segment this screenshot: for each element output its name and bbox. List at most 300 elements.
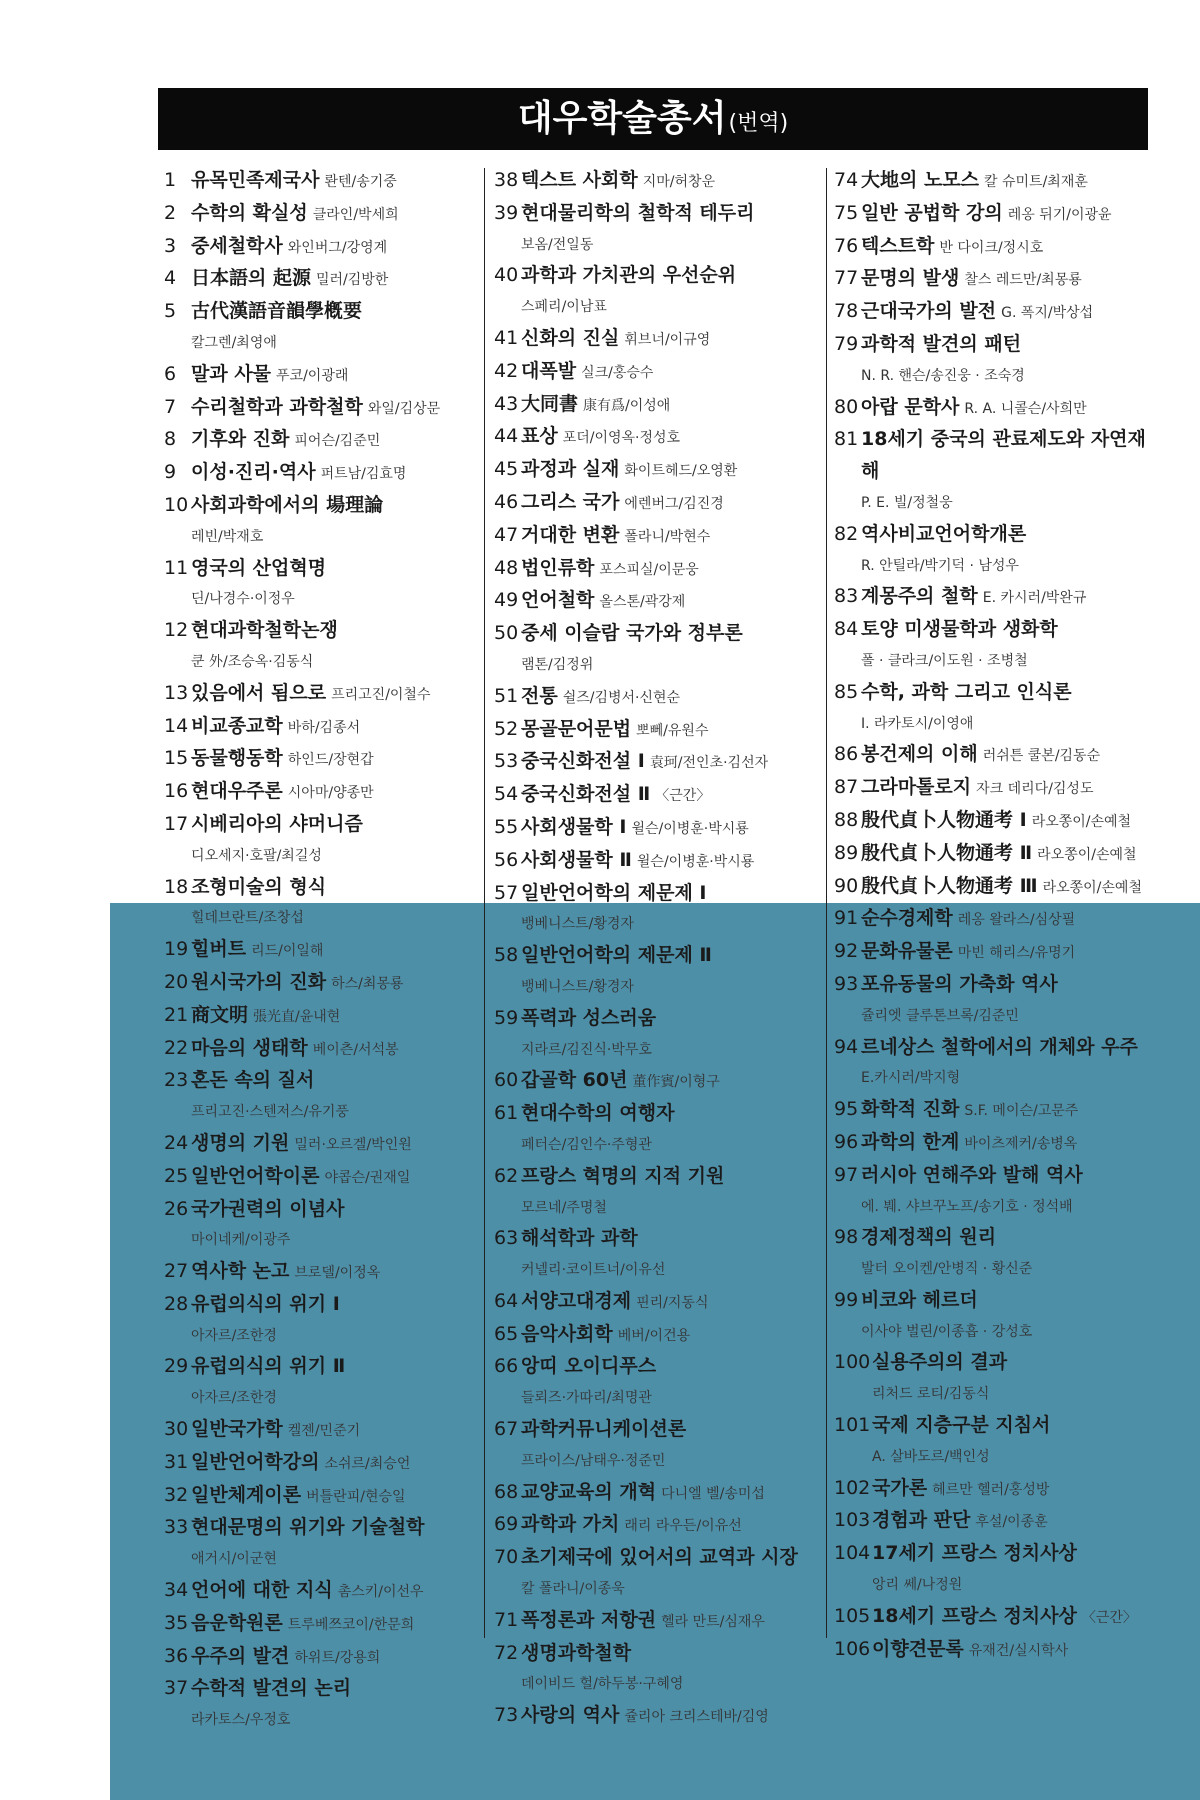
book-number: 56 (494, 848, 519, 871)
book-title: 유럽의식의 위기 Ⅰ (191, 1292, 340, 1315)
book-entry (164, 934, 474, 967)
book-number: 49 (494, 589, 519, 612)
book-author-translator: 〈근간〉 (1081, 1609, 1137, 1626)
book-author-translator: 아자르/조한경 (191, 1390, 277, 1407)
book-entry (164, 553, 474, 616)
book-author-translator: A. 살바도르/백인성 (872, 1448, 990, 1465)
book-title: 르네상스 철학에서의 개체와 우주 (861, 1035, 1138, 1058)
book-entry (164, 1575, 474, 1608)
book-title: 봉건제의 이해 (861, 743, 978, 766)
book-author-translator: 리처드 로티/김동식 (872, 1386, 990, 1403)
book-title: 日本語의 起源 (191, 267, 311, 290)
book-author-translator: 칼그렌/최영애 (191, 334, 277, 351)
book-entry (834, 1032, 1164, 1095)
book-author-translator: 하인드/장현갑 (287, 752, 374, 769)
book-title: 있음에서 됨으로 (191, 681, 327, 704)
book-entry (494, 198, 824, 261)
book-number: 9 (164, 461, 177, 484)
book-title: 기후와 진화 (191, 428, 290, 451)
book-entry (164, 263, 474, 296)
book-number: 48 (494, 556, 519, 579)
book-entry (834, 1634, 1164, 1667)
book-author-translator: 윌슨/이병훈·박시룡 (631, 820, 749, 837)
book-author-translator: 쿤 外/조승옥·김동식 (191, 653, 314, 670)
book-author-translator: 데이비드 헐/하두봉·구혜영 (521, 1676, 684, 1693)
book-entry (494, 812, 824, 845)
book-number: 26 (164, 1197, 189, 1220)
book-title: 말과 사물 (191, 362, 272, 385)
book-entry (834, 739, 1164, 772)
book-title: 계몽주의 철학 (861, 585, 978, 608)
book-entry (164, 1256, 474, 1289)
book-author-translator: 폴라니/박현수 (624, 528, 711, 545)
book-number: 39 (494, 201, 519, 224)
book-number: 18 (164, 875, 189, 898)
book-entry (834, 581, 1164, 614)
book-author-translator: 베버/이건용 (617, 1327, 691, 1344)
book-number: 87 (834, 776, 859, 799)
book-author-translator: 바하/김종서 (287, 719, 361, 736)
book-number: 44 (494, 425, 519, 448)
book-entry (164, 1641, 474, 1674)
book-title: 서양고대경제 (521, 1289, 632, 1312)
book-entry (834, 871, 1164, 904)
book-author-translator: 아자르/조한경 (191, 1327, 277, 1344)
book-title: 과학과 가치 (521, 1513, 620, 1536)
book-title: 거대한 변환 (521, 523, 620, 546)
book-author-translator: 마빈 해리스/유명기 (957, 945, 1076, 962)
book-entry (494, 940, 824, 1003)
book-entry (494, 1161, 824, 1224)
book-author-translator: 모르네/주명철 (521, 1199, 607, 1216)
book-number: 89 (834, 841, 859, 864)
book-title: 국제 지층구분 지침서 (872, 1414, 1051, 1437)
book-entry (834, 805, 1164, 838)
book-title: 일반언어학강의 (191, 1450, 320, 1473)
book-number: 42 (494, 359, 519, 382)
book-number: 82 (834, 522, 859, 545)
book-number: 20 (164, 970, 189, 993)
book-entry (834, 1160, 1164, 1223)
book-entry (164, 809, 474, 872)
book-number: 3 (164, 234, 177, 257)
book-title: 포유동물의 가축화 역사 (861, 972, 1058, 995)
book-number: 58 (494, 944, 519, 967)
book-number: 55 (494, 815, 519, 838)
book-title: 텍스트 사회학 (521, 169, 638, 191)
book-entry (164, 198, 474, 231)
book-number: 81 (834, 428, 859, 451)
book-number: 101 (834, 1414, 871, 1437)
book-entry (164, 678, 474, 711)
book-author-translator: N. R. 핸슨/송진웅 · 조숙경 (861, 367, 1025, 384)
book-title: 현대과학철학논쟁 (191, 619, 338, 642)
book-title: 비코와 헤르더 (861, 1288, 978, 1311)
book-number: 14 (164, 714, 189, 737)
book-author-translator: 폴 · 클라크/이도원 · 조병철 (861, 652, 1028, 669)
book-author-translator: 레빈/박재호 (191, 528, 264, 545)
book-entry (834, 296, 1164, 329)
book-title: 유럽의식의 위기 Ⅱ (191, 1355, 346, 1378)
book-author-translator: 와인버그/강영계 (287, 239, 388, 256)
book-number: 84 (834, 618, 859, 641)
book-number: 37 (164, 1677, 189, 1700)
series-header (158, 88, 1148, 150)
book-entry (494, 1286, 824, 1319)
book-title: 토양 미생물학과 생화학 (861, 618, 1058, 641)
book-entry (834, 1347, 1164, 1410)
book-author-translator: 라오쫑이/손예철 (1042, 879, 1142, 896)
book-entry (834, 936, 1164, 969)
book-author-translator: 스페리/이남표 (521, 299, 607, 316)
book-number: 5 (164, 300, 177, 323)
book-author-translator: G. 폭지/박상섭 (1001, 305, 1094, 322)
book-number: 60 (494, 1069, 519, 1092)
book-entry (834, 969, 1164, 1032)
book-number: 25 (164, 1164, 189, 1187)
book-title: 중세 이슬람 국가와 정부론 (521, 622, 743, 645)
book-entry (494, 585, 824, 618)
book-title: 일반언어학이론 (191, 1164, 320, 1187)
book-title: 18세기 프랑스 정치사상 (872, 1604, 1077, 1627)
book-number: 106 (834, 1637, 871, 1660)
book-entry (834, 198, 1164, 231)
book-entry (494, 165, 824, 198)
book-title: 이성·진리·역사 (191, 461, 316, 484)
book-number: 6 (164, 362, 177, 385)
book-entry (834, 329, 1164, 392)
book-author-translator: 다니엘 벨/송미섭 (661, 1485, 765, 1502)
book-entry (494, 520, 824, 553)
book-title: 역사비교언어학개론 (861, 522, 1027, 545)
book-entry (834, 424, 1164, 518)
book-author-translator: 발터 오이켄/안병직 · 황신준 (861, 1261, 1033, 1278)
book-author-translator: 디오세지·호팔/최길성 (191, 847, 322, 864)
book-title: 중국신화전설 Ⅱ (521, 783, 651, 806)
book-title: 법인류학 (521, 556, 595, 579)
book-author-translator: 애거시/이군현 (191, 1551, 277, 1568)
book-entry (164, 359, 474, 392)
book-number: 100 (834, 1351, 871, 1374)
book-entry (834, 1285, 1164, 1348)
book-number: 90 (834, 874, 859, 897)
book-title: 마음의 생태학 (191, 1036, 308, 1059)
book-title: 대폭발 (521, 359, 577, 382)
book-author-translator: 에렌버그/김진경 (624, 495, 724, 512)
book-number: 97 (834, 1163, 859, 1186)
book-title: 국가권력의 이념사 (191, 1197, 345, 1220)
book-author-translator: E. 카시러/박완규 (982, 590, 1087, 607)
book-number: 38 (494, 169, 519, 191)
book-title: 음운학원론 (191, 1611, 283, 1634)
book-number: 75 (834, 201, 859, 224)
book-title: 역사학 논고 (191, 1260, 290, 1283)
book-title: 생명의 기원 (191, 1131, 290, 1154)
book-entry (164, 743, 474, 776)
book-entry (164, 1033, 474, 1066)
book-number: 35 (164, 1611, 189, 1634)
book-author-translator: 올스톤/곽강제 (599, 594, 686, 611)
book-author-translator: 쥴리엣 클루톤브록/김준민 (861, 1007, 1019, 1024)
book-entry (164, 165, 474, 198)
book-author-translator: 이사야 벌린/이종흡 · 강성호 (861, 1323, 1033, 1340)
book-number: 92 (834, 940, 859, 963)
book-author-translator: 〈근간〉 (655, 788, 711, 805)
series-title: 대우학술총서 (517, 98, 727, 139)
book-entry (164, 776, 474, 809)
book-author-translator: 실크/홍승수 (581, 364, 654, 381)
book-number: 96 (834, 1130, 859, 1153)
book-author-translator: 촘스키/이선우 (337, 1584, 424, 1601)
book-entry (494, 1414, 824, 1477)
book-author-translator: 러쉬튼 쿨본/김동순 (982, 748, 1101, 765)
book-number: 62 (494, 1164, 519, 1187)
book-number: 80 (834, 395, 859, 418)
book-title: 표상 (521, 425, 558, 448)
book-number: 11 (164, 556, 189, 579)
book-number: 85 (834, 680, 859, 703)
book-entry (164, 392, 474, 425)
book-title: 언어철학 (521, 589, 595, 612)
book-number: 45 (494, 458, 519, 481)
book-entry (164, 457, 474, 490)
book-entry (164, 424, 474, 457)
book-entry (164, 711, 474, 744)
book-number: 68 (494, 1480, 519, 1503)
book-author-translator: 푸코/이광래 (276, 367, 349, 384)
book-entry (494, 1638, 824, 1701)
book-number: 4 (164, 267, 177, 290)
book-author-translator: 에. 붸. 샤브꾸노프/송기호 · 정석배 (861, 1198, 1073, 1215)
book-title: 비교종교학 (191, 714, 283, 737)
book-title: 폭정론과 저항권 (521, 1608, 657, 1631)
book-author-translator: 보옴/전일동 (521, 236, 594, 253)
book-number: 12 (164, 619, 189, 642)
book-author-translator: 레옹 뒤기/이광윤 (1007, 206, 1112, 223)
book-author-translator: 칼 폴라니/이종욱 (521, 1581, 625, 1598)
book-entry (834, 1410, 1164, 1473)
book-title: 사회생물학 Ⅰ (521, 815, 627, 838)
book-title: 그라마톨로지 (861, 776, 972, 799)
book-author-translator: 브로델/이정옥 (294, 1265, 381, 1282)
book-title: 일반체계이론 (191, 1483, 302, 1506)
book-entry (834, 772, 1164, 805)
book-number: 13 (164, 681, 189, 704)
book-title: 갑골학 60년 (521, 1069, 628, 1092)
book-number: 83 (834, 585, 859, 608)
book-number: 64 (494, 1289, 519, 1312)
book-entry (164, 231, 474, 264)
book-author-translator: 레옹 왈라스/심상필 (957, 912, 1076, 929)
book-number: 94 (834, 1035, 859, 1058)
book-title: 신화의 진실 (521, 326, 620, 349)
book-title: 현대수학의 여행자 (521, 1102, 675, 1125)
book-author-translator: 페터슨/김인수·주형관 (521, 1136, 652, 1153)
book-title: 아랍 문학사 (861, 395, 960, 418)
book-entry (494, 746, 824, 779)
book-number: 32 (164, 1483, 189, 1506)
book-number: 47 (494, 523, 519, 546)
book-entry (494, 1003, 824, 1066)
book-title: 일반국가학 (191, 1418, 283, 1441)
book-number: 78 (834, 300, 859, 323)
book-title: 사랑의 역사 (521, 1704, 620, 1727)
book-entry (164, 490, 474, 553)
book-author-translator: 밀러·오르겔/박인원 (294, 1136, 412, 1153)
book-author-translator: 칼 슈미트/최재훈 (984, 174, 1088, 190)
book-author-translator: 프리고진/이철수 (331, 686, 431, 703)
book-title: 商文明 (191, 1003, 249, 1026)
book-author-translator: 뱅베니스트/황경자 (521, 916, 634, 933)
book-entry (494, 1098, 824, 1161)
book-author-translator: 헤르만 헬러/홍성방 (932, 1481, 1050, 1498)
book-entry (494, 845, 824, 878)
book-author-translator: 뽀뻬/유원수 (636, 722, 709, 739)
book-number: 95 (834, 1098, 859, 1121)
book-author-translator: 하위트/강용희 (294, 1649, 381, 1666)
book-author-translator: 램톤/김정위 (521, 656, 594, 673)
book-author-translator: 시아마/양종만 (287, 785, 374, 802)
book-author-translator: 포더/이영옥·정성호 (562, 430, 681, 447)
book-title: 大同書 (521, 392, 579, 415)
book-number: 102 (834, 1476, 871, 1499)
book-title: 일반 공법학 강의 (861, 201, 1003, 224)
book-title: 교양교육의 개혁 (521, 1480, 657, 1503)
book-title: 大地의 노모스 (861, 169, 980, 191)
book-number: 53 (494, 750, 519, 773)
book-author-translator: 핀리/지동식 (636, 1294, 709, 1311)
book-entry (494, 618, 824, 681)
book-author-translator: 트루베쯔코이/한문희 (287, 1616, 415, 1633)
book-number: 31 (164, 1450, 189, 1473)
book-author-translator: I. 라카토시/이영애 (861, 715, 974, 732)
book-entry (494, 323, 824, 356)
book-entry (494, 681, 824, 714)
book-entry (164, 1065, 474, 1128)
book-author-translator: 康有爲/이성애 (583, 397, 671, 414)
book-title: 경험과 판단 (872, 1509, 971, 1532)
book-title: 일반언어학의 제문제 Ⅱ (521, 944, 712, 967)
book-author-translator: 베이츤/서석봉 (312, 1041, 399, 1058)
book-entry (494, 389, 824, 422)
book-author-translator: 헬라 만트/심재우 (661, 1613, 765, 1630)
book-author-translator: 앙리 쎄/나정원 (872, 1577, 963, 1594)
book-author-translator: 지라르/김진식·박무호 (521, 1041, 652, 1058)
book-entry (164, 1128, 474, 1161)
book-author-translator: 후설/이종훈 (975, 1514, 1048, 1531)
book-number: 98 (834, 1226, 859, 1249)
book-number: 27 (164, 1260, 189, 1283)
book-title: 원시국가의 진화 (191, 970, 327, 993)
book-title: 혼돈 속의 질서 (191, 1069, 315, 1092)
book-title: 수리철학과 과학철학 (191, 395, 363, 418)
book-number: 67 (494, 1418, 519, 1441)
book-title: 몽골문어문법 (521, 717, 632, 740)
book-title: 텍스트학 (861, 234, 935, 257)
book-number: 79 (834, 332, 859, 355)
book-entry (834, 1473, 1164, 1506)
book-title: 실용주의의 결과 (872, 1351, 1008, 1374)
book-number: 33 (164, 1516, 189, 1539)
book-entry (494, 1700, 824, 1733)
book-title: 과학커뮤니케이션론 (521, 1418, 687, 1441)
book-author-translator: 지마/허창운 (642, 174, 716, 190)
book-title: 폭력과 성스러움 (521, 1006, 657, 1029)
book-entry (834, 392, 1164, 425)
book-author-translator: 하스/최몽룡 (331, 975, 404, 992)
book-title: 프랑스 혁명의 지적 기원 (521, 1164, 725, 1187)
book-number: 10 (164, 493, 189, 516)
book-author-translator: 야콥슨/권재일 (324, 1169, 411, 1186)
book-author-translator: 유재건/실시학사 (968, 1642, 1069, 1659)
book-entry (164, 1673, 474, 1736)
book-author-translator: 董作賓/이형구 (632, 1074, 720, 1091)
book-title: 현대문명의 위기와 기술철학 (191, 1516, 425, 1539)
book-number: 46 (494, 490, 519, 513)
book-title: 문화유물론 (861, 940, 953, 963)
book-author-translator: 라오쫑이/손예철 (1031, 813, 1132, 830)
book-number: 22 (164, 1036, 189, 1059)
book-entry (494, 714, 824, 747)
book-author-translator: 라카토스/우정호 (191, 1712, 291, 1729)
book-title: 殷代貞卜人物通考 Ⅰ (861, 808, 1027, 831)
book-title: 중세철학사 (191, 234, 283, 257)
book-entry (834, 1601, 1164, 1634)
book-number: 59 (494, 1006, 519, 1029)
book-number: 1 (164, 169, 177, 191)
book-author-translator: 화이트헤드/오영환 (624, 463, 738, 480)
book-title: 유목민족제국사 (191, 169, 320, 191)
book-entry (494, 878, 824, 941)
book-title: 화학적 진화 (861, 1098, 960, 1121)
book-number: 73 (494, 1704, 519, 1727)
book-author-translator: 리드/이일해 (251, 943, 324, 960)
book-title: 일반언어학의 제문제 Ⅰ (521, 881, 707, 904)
book-author-translator: 피어슨/김준민 (294, 433, 381, 450)
book-number: 72 (494, 1641, 519, 1664)
book-entry (164, 967, 474, 1000)
book-title: 과학과 가치관의 우선순위 (521, 264, 737, 287)
book-author-translator: 바이츠제커/송병옥 (964, 1135, 1078, 1152)
book-entry (164, 1480, 474, 1513)
book-title: 음악사회학 (521, 1322, 613, 1345)
book-number: 19 (164, 938, 189, 961)
column-divider (484, 168, 485, 1638)
book-entry (164, 1289, 474, 1352)
book-author-translator: 딘/나경수·이정우 (191, 591, 295, 608)
book-entry (494, 1351, 824, 1414)
book-title: 경제정책의 원리 (861, 1226, 997, 1249)
book-title: 시베리아의 샤머니즘 (191, 812, 363, 835)
book-number: 15 (164, 747, 189, 770)
book-entry (164, 1351, 474, 1414)
book-author-translator: 포스피실/이문웅 (599, 561, 699, 578)
book-entry (494, 1477, 824, 1510)
book-number: 43 (494, 392, 519, 415)
book-author-translator: 쉴즈/김병서·신현순 (562, 689, 681, 706)
book-number: 34 (164, 1579, 189, 1602)
book-entry (494, 487, 824, 520)
book-number: 105 (834, 1604, 871, 1627)
book-entry (494, 1319, 824, 1352)
book-author-translator: 커넬리·코이트너/이유선 (521, 1262, 666, 1279)
book-author-translator: 마이네케/이광주 (191, 1232, 291, 1249)
book-title: 우주의 발견 (191, 1644, 290, 1667)
book-author-translator: 袁珂/전인초·김선자 (649, 755, 769, 772)
book-number: 74 (834, 169, 859, 191)
book-number: 8 (164, 428, 177, 451)
book-author-translator: 들뢰즈·가따리/최명관 (521, 1390, 652, 1407)
